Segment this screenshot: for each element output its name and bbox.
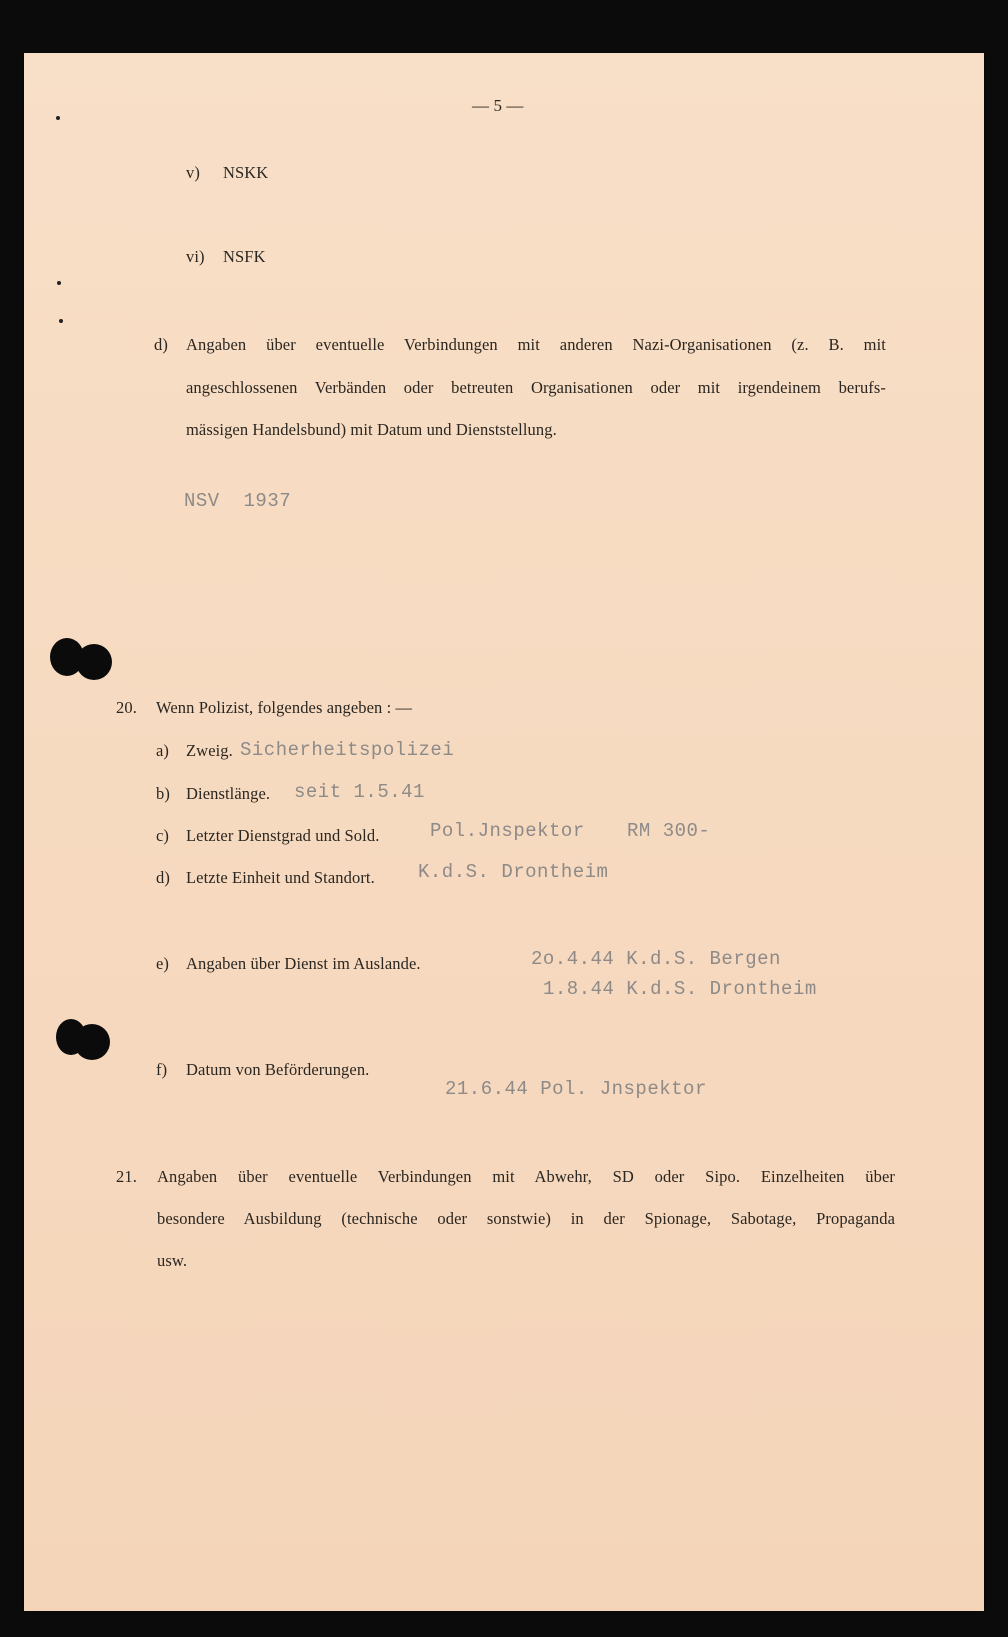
item-d-line1: Angaben über eventuelle Verbindungen mit anderen Nazi-Organisationen (z. B. mit [186, 335, 886, 354]
margin-mark [59, 319, 63, 323]
section-20-number: 20. [116, 698, 137, 717]
section-21-line1: Angaben über eventuelle Verbindungen mit Abwehr, SD oder Sipo. Einzelheiten über [157, 1167, 895, 1186]
item-20e-label: e) [156, 954, 170, 973]
item-20e-text: Angaben über Dienst im Auslande. [186, 954, 421, 973]
item-20d-text: Letzte Einheit und Standort. [186, 868, 375, 887]
section-21-number: 21. [116, 1167, 137, 1186]
item-d-line2: angeschlossenen Verbänden oder betreuten Organisationen oder mit irgendeinem berufs- [186, 378, 886, 397]
punch-hole [76, 644, 112, 680]
item-v-label: v) [186, 163, 200, 182]
item-d-label: d) [154, 335, 168, 354]
item-d-line3: mässigen Handelsbund) mit Datum und Dienststellung. [186, 420, 557, 439]
typed-answer-ausland-1: 2o.4.44 K.d.S. Bergen [531, 948, 781, 970]
margin-mark [56, 116, 60, 120]
item-20d-label: d) [156, 868, 170, 887]
typed-answer-dienstgrad: Pol.Jnspektor [430, 820, 585, 842]
page-number: — 5 — [472, 96, 524, 115]
typed-answer-nsv: NSV 1937 [184, 490, 292, 512]
document-page [24, 53, 984, 1611]
item-v-text: NSKK [223, 163, 269, 182]
item-20f-label: f) [156, 1060, 168, 1079]
typed-answer-einheit: K.d.S. Drontheim [418, 861, 609, 883]
margin-mark [57, 281, 61, 285]
item-20c-label: c) [156, 826, 170, 845]
typed-answer-sold: RM 300- [627, 820, 711, 842]
item-20b-text: Dienstlänge. [186, 784, 271, 803]
item-vi-label: vi) [186, 247, 205, 266]
section-20-heading: Wenn Polizist, folgendes angeben : — [156, 698, 413, 717]
typed-answer-ausland-2: 1.8.44 K.d.S. Drontheim [543, 978, 817, 1000]
typed-answer-dienstlaenge: seit 1.5.41 [294, 781, 425, 803]
typed-answer-befoerderung: 21.6.44 Pol. Jnspektor [445, 1078, 707, 1100]
typed-answer-zweig: Sicherheitspolizei [240, 739, 455, 761]
item-vi-text: NSFK [223, 247, 266, 266]
section-21-line2: besondere Ausbildung (technische oder sonstwie) in der Spionage, Sabotage, Propaganda [157, 1209, 895, 1228]
item-20a-label: a) [156, 741, 170, 760]
punch-hole [74, 1024, 110, 1060]
item-20f-text: Datum von Beförderungen. [186, 1060, 370, 1079]
item-20a-text: Zweig. [186, 741, 233, 760]
section-21-line3: usw. [157, 1251, 188, 1270]
item-20b-label: b) [156, 784, 170, 803]
item-20c-text: Letzter Dienstgrad und Sold. [186, 826, 380, 845]
